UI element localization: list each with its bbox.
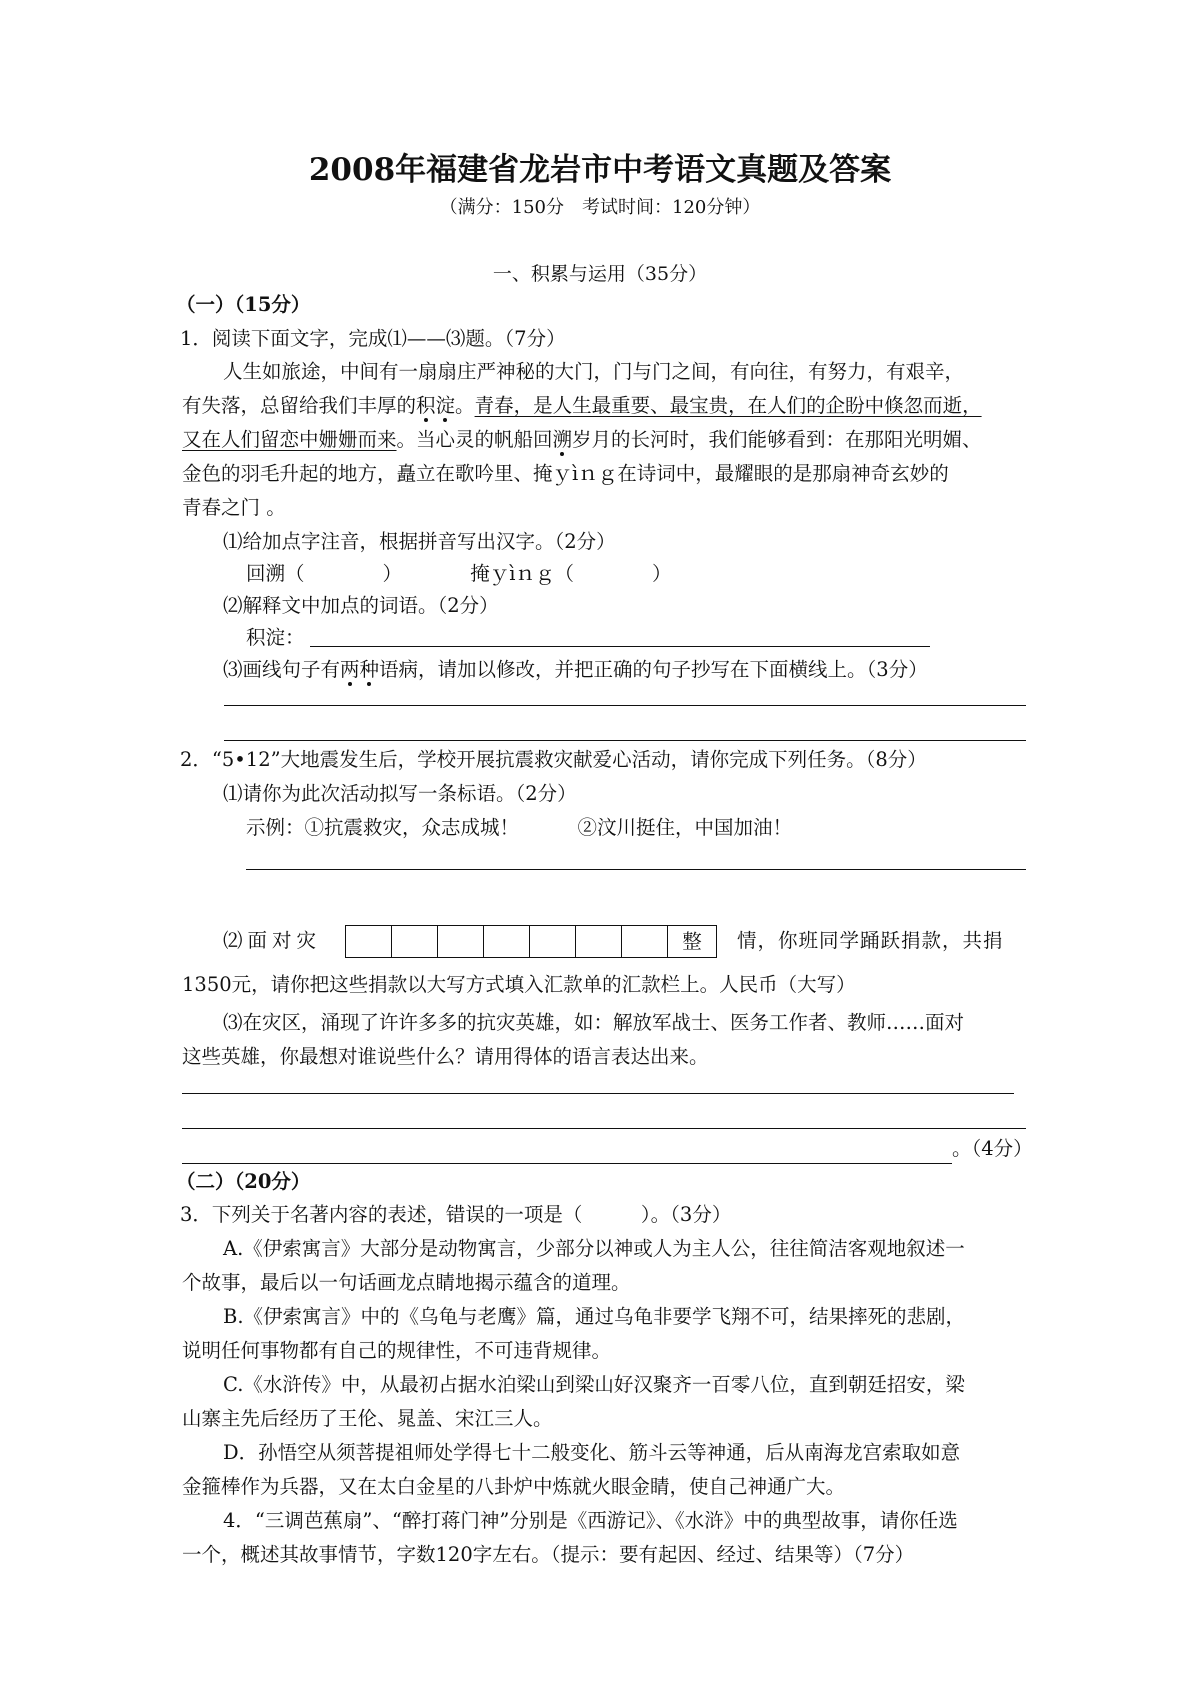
answer-line[interactable] [224, 705, 1026, 706]
q3-option-c: C.《水浒传》中，从最初占据水泊梁山到梁山好汉聚齐一百零八位，直到朝廷招安，梁 [223, 1373, 965, 1396]
part1-heading: （一）（15分） [176, 293, 311, 316]
exam-info: （满分：150分 考试时间：120分钟） [439, 197, 761, 218]
q1-stem: 1．阅读下面文字，完成⑴——⑶题。（7分） [180, 327, 566, 350]
q2-sub3-line: ⑶在灾区，涌现了许许多多的抗灾英雄，如：解放军战士、医务工作者、教师……面对 [223, 1011, 965, 1034]
q3-option-c-cont: 山寨主先后经历了王伦、晁盖、宋江三人。 [182, 1407, 553, 1430]
passage-text: 岁月的长河时，我们能够看到：在那阳光明媚、 [572, 428, 982, 451]
q2-sub2-right: 情，你班同学踊跃捐款，共捐 [737, 929, 1004, 952]
q2-sub1: ⑴请你为此次活动拟写一条标语。（2分） [223, 782, 577, 805]
answer-line[interactable] [182, 1163, 952, 1164]
dotted-char: 种 [359, 658, 380, 681]
dotted-char: 两 [340, 658, 360, 681]
answer-line[interactable] [182, 1093, 1014, 1094]
answer-line[interactable] [310, 646, 930, 647]
q1-sub2-label: 积淀： [246, 626, 305, 649]
part2-heading: （二）（20分） [176, 1170, 311, 1193]
page-title: 2008年福建省龙岩市中考语文真题及答案 [308, 152, 892, 188]
amount-box[interactable] [438, 926, 484, 957]
amount-box[interactable] [530, 926, 576, 957]
q3-option-b-cont: 说明任何事物都有自己的规律性，不可违背规律。 [182, 1339, 612, 1362]
dotted-char: 积 [416, 394, 436, 417]
q1-sub2: ⑵解释文中加点的词语。（2分） [223, 594, 499, 617]
amount-box[interactable] [484, 926, 530, 957]
underlined-sentence: 又在人们留恋中姗姗而来 [182, 428, 397, 451]
q1-sub1-items: 回溯（ ） 掩ｙìｎｇ（ ） [246, 562, 672, 585]
q2-sub3-line: 这些英雄，你最想对谁说些什么？请用得体的语言表达出来。 [182, 1045, 709, 1068]
underlined-sentence: 青春，是人生最重要、最宝贵，在人们的企盼中倏忽而逝， [474, 394, 982, 417]
passage-line: 金色的羽毛升起的地方，矗立在歌吟里、掩ｙìｎｇ在诗词中，最耀眼的是那扇神奇玄妙的 [182, 462, 949, 485]
passage-line [182, 389, 982, 423]
q2-stem: 2．“5•12”大地震发生后，学校开展抗震救灾献爱心活动，请你完成下列任务。（8分） [180, 748, 927, 771]
q2-score-tail: 。（4分） [952, 1137, 1033, 1160]
q1-sub3-text: 语病，请加以修改，并把正确的句子抄写在下面横线上。（3分） [379, 658, 928, 681]
passage-line: 青春之门 。 [182, 496, 286, 519]
q3-stem: 3．下列关于名著内容的表述，错误的一项是（ ）。（3分） [180, 1203, 732, 1226]
passage-line: 人生如旅途，中间有一扇扇庄严神秘的大门，门与门之间，有向往，有努力，有艰辛， [223, 360, 965, 383]
answer-line[interactable] [224, 740, 1026, 741]
q3-option-a: A.《伊索寓言》大部分是动物寓言，少部分以神或人为主人公，往往简洁客观地叙述一 [223, 1237, 965, 1260]
amount-box[interactable] [392, 926, 438, 957]
passage-text: 有失落，总留给我们丰厚的 [182, 394, 417, 417]
q4-stem-cont: 一个，概述其故事情节，字数120字左右。（提示：要有起因、经过、结果等）（7分） [182, 1543, 915, 1566]
q3-option-d-cont: 金箍棒作为兵器，又在太白金星的八卦炉中炼就火眼金睛，使自己神通广大。 [182, 1475, 846, 1498]
q3-option-a-cont: 个故事，最后以一句话画龙点睛地揭示蕴含的道理。 [182, 1271, 631, 1294]
amount-box[interactable] [622, 926, 668, 957]
q3-option-d: D．孙悟空从须菩提祖师处学得七十二般变化、筋斗云等神通，后从南海龙宫索取如意 [223, 1441, 961, 1464]
section-heading: 一、积累与运用（35分） [492, 263, 708, 285]
answer-line[interactable] [182, 1128, 1026, 1129]
q1-sub3-text: ⑶画线句子有 [223, 658, 341, 681]
amount-boxes[interactable] [345, 925, 717, 958]
passage-text: 。当心灵的帆船回 [396, 428, 553, 451]
dotted-char: 淀 [435, 394, 456, 417]
q3-option-b: B.《伊索寓言》中的《乌龟与老鹰》篇，通过乌龟非要学飞翔不可，结果摔死的悲剧， [223, 1305, 966, 1328]
passage-text: 。 [455, 394, 475, 417]
q2-sub2-line2: 1350元，请你把这些捐款以大写方式填入汇款单的汇款栏上。人民币（大写） [182, 973, 856, 996]
answer-line[interactable] [246, 869, 1026, 870]
q2-sub2-left: ⑵面对灾 [223, 929, 322, 952]
amount-box[interactable] [346, 926, 392, 957]
dotted-char: 溯 [552, 428, 573, 451]
amount-box[interactable] [576, 926, 622, 957]
q1-sub3 [223, 653, 928, 687]
q1-sub1: ⑴给加点字注音，根据拼音写出汉字。（2分） [223, 530, 616, 553]
passage-line [182, 423, 982, 457]
q4-stem: 4．“三调芭蕉扇”、“醉打蒋门神”分别是《西游记》、《水浒》中的典型故事，请你任选 [223, 1509, 958, 1532]
q2-example: 示例：①抗震救灾，众志成城！ ②汶川挺住，中国加油！ [246, 816, 793, 839]
amount-box-zheng: 整 [682, 930, 702, 953]
